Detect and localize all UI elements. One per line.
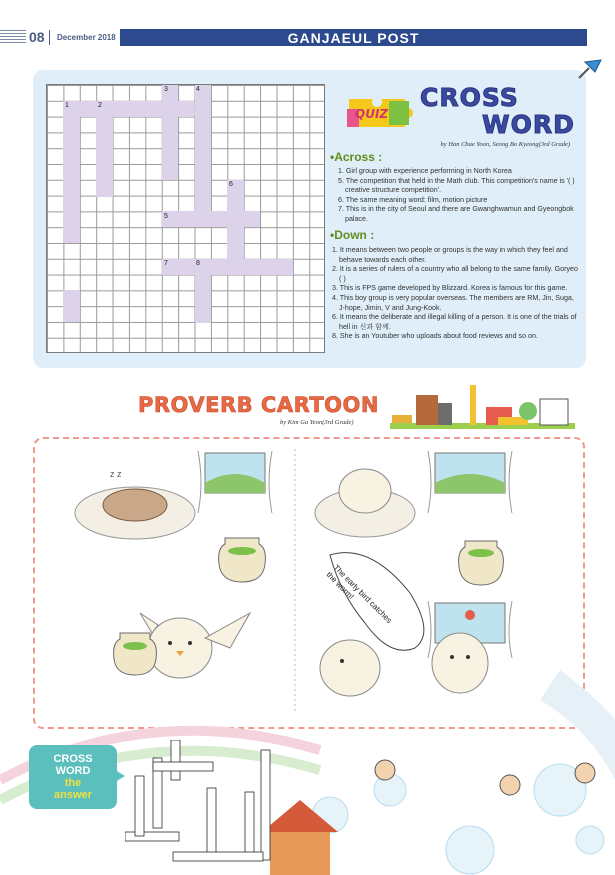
down-clue: 6. It means the deliberate and illegal killing of a person. It is one of the trials of hell in 신과 함께.: [332, 313, 577, 331]
answer-badge-line2: WORD: [55, 765, 91, 777]
grid-highlight: [162, 259, 293, 275]
crossword-title-line2: WORD: [482, 110, 575, 139]
grid-number: 4: [196, 86, 200, 93]
speech-bubble-text: The early bird catches the worm!: [324, 563, 394, 626]
city-skyline-icon: [390, 385, 575, 437]
down-clue: 1. It means between two people or groups is the way in which they feel and behave towards each other.: [332, 246, 568, 264]
grid-highlight: [162, 85, 178, 180]
page-number: 08: [29, 29, 45, 45]
crossword-grid: [46, 84, 325, 353]
down-heading: •Down :: [330, 228, 375, 242]
across-clue: 5. The competition that held in the Math club. This competition's name is '( ) creative structure competition'.: [338, 176, 575, 195]
grid-number: 5: [164, 213, 168, 220]
pin-icon: [575, 52, 605, 82]
crossword-title-line1: CROSS: [420, 83, 519, 112]
across-clue: 6. The same meaning word: film, motion picture: [338, 195, 488, 204]
header-divider: [49, 30, 50, 45]
grid-highlight: [195, 85, 211, 211]
answer-grid-image: [125, 740, 290, 865]
across-clues: [338, 167, 578, 225]
grid-highlight: [162, 211, 260, 227]
quiz-puzzle-icon: [345, 95, 415, 129]
header-decor-lines: [0, 30, 26, 44]
grid-highlight: [96, 117, 112, 197]
header-bar: [120, 29, 587, 46]
publication-title: GANJAEUL POST: [287, 29, 420, 46]
answer-badge-line3: the: [64, 777, 82, 789]
answer-badge: [29, 745, 117, 809]
grid-number: 1: [65, 102, 69, 109]
grid-number: 7: [164, 260, 168, 267]
answer-badge-tail: [115, 770, 125, 782]
answer-badge-line4: answer: [54, 789, 92, 801]
crossword-byline: by Han Chae Yoon, Seong Bo Kyeong(3rd Grade): [440, 141, 570, 148]
svg-text:z z: z z: [110, 469, 122, 479]
grid-number: 2: [98, 102, 102, 109]
down-clue: 2. It is a series of rulers of a country who all belong to the same family. Goryeo ( ): [332, 265, 578, 283]
quiz-label: QUIZ: [355, 107, 389, 121]
cartoon-title: PROVERB CARTOON: [138, 393, 379, 417]
across-clue: 1. Girl group with experience performing in North Korea: [338, 167, 512, 175]
answer-badge-line1: CROSS: [53, 753, 93, 765]
down-clue: 4. This boy group is very popular overseas. The members are RM, Jin, Suga, J-hope, Jimin, V and Jung-Kook.: [332, 293, 574, 312]
crossword-title: [420, 84, 575, 138]
down-clue: 3. This is FPS game developed by Blizzard. Korea is famous for this game.: [332, 284, 568, 293]
across-clue: 7. This is in the city of Seoul and there are Gwanghwamun and Gyeongbok palace.: [338, 205, 574, 223]
down-clue: 8. She is an Youtuber who uploads about food reviews and so on.: [332, 332, 538, 341]
grid-highlight: [195, 275, 211, 323]
grid-number: 3: [164, 86, 168, 93]
across-heading: •Across :: [330, 150, 383, 164]
down-clues: [332, 246, 580, 342]
grid-number: 8: [196, 260, 200, 267]
grid-highlight: [63, 290, 79, 322]
issue-date: December 2018: [57, 33, 116, 42]
grid-number: 6: [229, 181, 233, 188]
grid-highlight: [63, 117, 79, 243]
cartoon-byline: by Kim Ga Yeon(3rd Grade): [280, 419, 354, 426]
